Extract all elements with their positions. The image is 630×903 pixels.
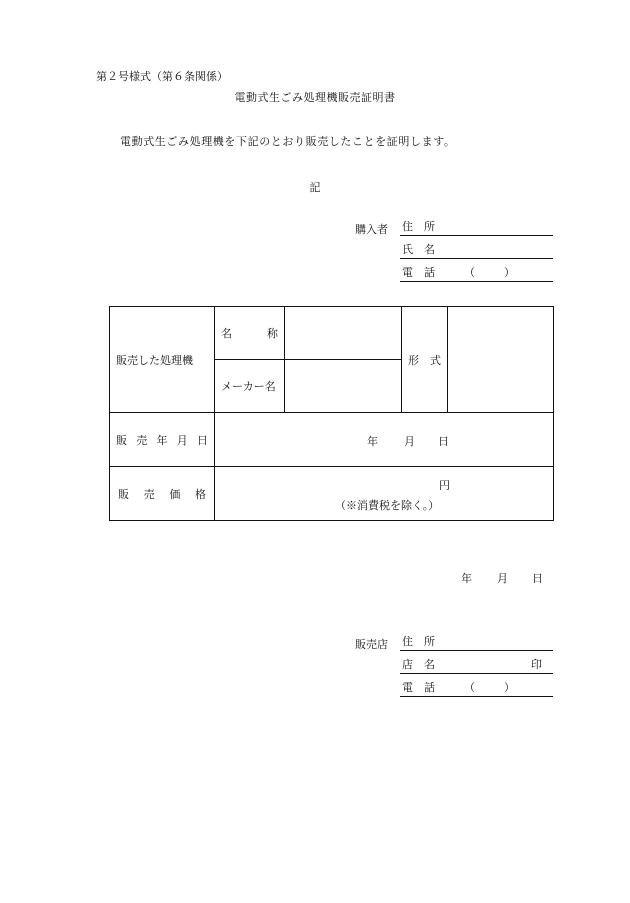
sale-price-label-cell — [110, 467, 215, 521]
price-tax-note: （※消費税を除く。） — [335, 498, 440, 512]
sale-price-label-char: 販 — [118, 487, 129, 501]
purchaser-name-field[interactable] — [400, 242, 553, 259]
sale-date-label-char: 日 — [197, 433, 208, 447]
shop-name-field[interactable] — [400, 657, 553, 674]
shop-phone-paren-open: （ — [464, 681, 475, 694]
name-label-2: 称 — [267, 327, 278, 340]
shop-phone-label: 電 話 — [402, 681, 435, 694]
sale-date-label-char: 販 — [116, 433, 127, 447]
issue-date-year: 年 — [461, 572, 472, 585]
form-number-label: 第２号様式（第６条関係） — [96, 70, 228, 83]
shop-phone-paren-close: ） — [504, 681, 515, 694]
shop-address-label: 住 所 — [402, 635, 435, 648]
purchaser-address-field[interactable] — [400, 219, 553, 236]
machine-label-cell — [110, 307, 215, 413]
shop-label: 販売店 — [355, 638, 388, 651]
sale-price-label-char: 価 — [169, 487, 181, 501]
purchaser-phone-label: 電 話 — [402, 266, 435, 279]
purchaser-phone-field[interactable] — [400, 265, 553, 282]
sale-date-label-char: 年 — [156, 433, 168, 447]
seal-mark: 印 — [531, 658, 542, 671]
purchaser-phone-paren-close: ） — [504, 266, 515, 279]
sale-date-label-cell — [110, 413, 215, 467]
purchaser-address-label: 住 所 — [402, 220, 435, 233]
purchaser-label: 購入者 — [355, 223, 388, 236]
sale-date-label-char: 月 — [176, 433, 188, 447]
sale-date-value-cell[interactable] — [215, 413, 554, 467]
model-label-1: 形 — [408, 353, 419, 367]
shop-phone-field[interactable] — [400, 680, 553, 697]
shop-address-field[interactable] — [400, 634, 553, 651]
ki-heading: 記 — [309, 181, 321, 194]
maker-label-cell — [215, 360, 285, 413]
sale-price-label-char: 売 — [143, 487, 155, 501]
maker-label: メーカー名 — [221, 380, 276, 393]
machine-label: 販売した処理機 — [116, 353, 193, 367]
sale-date-day: 日 — [438, 434, 449, 448]
document-title: 電動式生ごみ処理機販売証明書 — [234, 91, 396, 104]
issue-date-month: 月 — [497, 572, 508, 585]
shop-name-label: 店 名 — [402, 658, 435, 671]
model-value-cell[interactable] — [448, 307, 554, 413]
purchaser-name-label: 氏 名 — [402, 243, 435, 256]
issue-date-day: 日 — [532, 572, 543, 585]
maker-value-cell[interactable] — [285, 360, 402, 413]
sale-date-year: 年 — [367, 434, 378, 448]
machine-name-value-cell[interactable] — [285, 307, 402, 360]
name-label-cell — [215, 307, 285, 360]
price-yen-unit: 円 — [439, 478, 450, 492]
sales-details-table — [109, 306, 554, 521]
sale-price-label-char: 格 — [194, 487, 206, 501]
model-label-cell — [402, 307, 448, 413]
sale-price-value-cell[interactable] — [215, 467, 554, 521]
sale-date-label-char: 売 — [136, 433, 148, 447]
sale-date-month: 月 — [404, 434, 415, 448]
name-label-1: 名 — [221, 327, 232, 340]
certification-statement: 電動式生ごみ処理機を下記のとおり販売したことを証明します。 — [120, 135, 456, 148]
model-label-2: 式 — [430, 353, 441, 367]
purchaser-phone-paren-open: （ — [464, 266, 475, 279]
